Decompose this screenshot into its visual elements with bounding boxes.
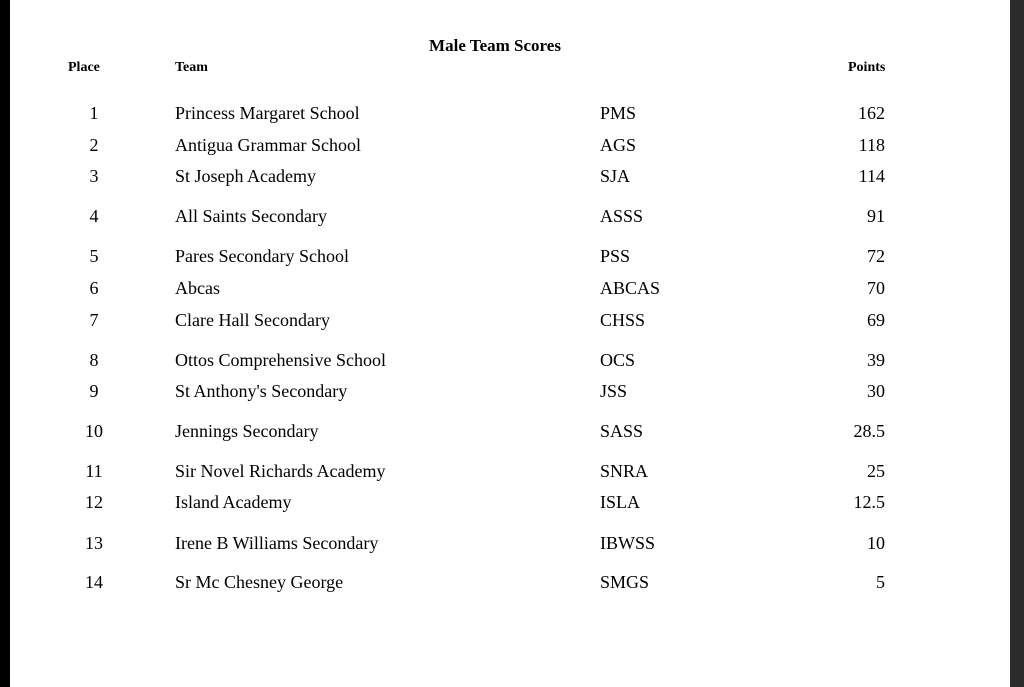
points-cell: 10: [867, 533, 885, 553]
points-cell: 72: [867, 246, 885, 266]
table-row: [10, 490, 1010, 514]
place-cell: 2: [89, 135, 99, 155]
points-cell: 118: [858, 135, 885, 155]
table-row: [10, 419, 1010, 443]
abbreviation-cell: SNRA: [600, 461, 649, 481]
team-cell: All Saints Secondary: [175, 206, 327, 226]
team-cell: St Joseph Academy: [175, 166, 316, 186]
place-cell: 3: [89, 166, 99, 186]
abbreviation-cell: AGS: [600, 135, 637, 155]
place-cell: 11: [85, 461, 103, 481]
place-cell: 5: [89, 246, 99, 266]
team-cell: Abcas: [175, 278, 220, 298]
abbreviation-cell: ASSS: [600, 206, 644, 226]
points-cell: 12.5: [853, 492, 885, 512]
document-page: [10, 0, 1010, 687]
place-cell: 6: [89, 278, 99, 298]
points-cell: 114: [858, 166, 885, 186]
team-cell: Ottos Comprehensive School: [175, 350, 386, 370]
abbreviation-cell: CHSS: [600, 310, 646, 330]
team-cell: Pares Secondary School: [175, 246, 349, 266]
table-row: [10, 164, 1010, 188]
page-title: Male Team Scores: [429, 36, 561, 55]
points-cell: 69: [867, 310, 885, 330]
team-cell: Antigua Grammar School: [175, 135, 361, 155]
place-cell: 1: [89, 103, 99, 123]
table-row: [10, 276, 1010, 300]
place-cell: 4: [89, 206, 99, 226]
table-row: [10, 204, 1010, 228]
place-cell: 13: [85, 533, 103, 553]
table-row: [10, 459, 1010, 483]
place-cell: 7: [89, 310, 99, 330]
abbreviation-cell: SJA: [600, 166, 631, 186]
table-row: [10, 379, 1010, 403]
points-cell: 70: [867, 278, 885, 298]
abbreviation-cell: IBWSS: [600, 533, 656, 553]
team-cell: Princess Margaret School: [175, 103, 360, 123]
table-row: [10, 133, 1010, 157]
points-cell: 5: [876, 572, 885, 592]
place-cell: 12: [85, 492, 103, 512]
table-row: [10, 570, 1010, 594]
abbreviation-cell: SASS: [600, 421, 644, 441]
team-cell: Clare Hall Secondary: [175, 310, 330, 330]
points-cell: 91: [867, 206, 885, 226]
abbreviation-cell: ABCAS: [600, 278, 661, 298]
abbreviation-cell: SMGS: [600, 572, 650, 592]
table-row: [10, 531, 1010, 555]
team-cell: Sir Novel Richards Academy: [175, 461, 386, 481]
window-edge-shadow: [1010, 0, 1024, 687]
table-row: [10, 244, 1010, 268]
team-cell: Sr Mc Chesney George: [175, 572, 344, 592]
abbreviation-cell: PSS: [600, 246, 631, 266]
place-cell: 9: [89, 381, 99, 401]
column-header-team: Team: [175, 60, 208, 75]
team-cell: Island Academy: [175, 492, 292, 512]
points-cell: 162: [858, 103, 885, 123]
table-row: [10, 308, 1010, 332]
points-cell: 39: [867, 350, 885, 370]
abbreviation-cell: JSS: [600, 381, 628, 401]
points-cell: 30: [867, 381, 885, 401]
abbreviation-cell: ISLA: [600, 492, 640, 512]
place-cell: 8: [89, 350, 99, 370]
team-cell: St Anthony's Secondary: [175, 381, 348, 401]
column-header-points: Points: [848, 60, 886, 75]
points-cell: 25: [867, 461, 885, 481]
place-cell: 14: [85, 572, 103, 592]
team-cell: Jennings Secondary: [175, 421, 319, 441]
team-cell: Irene B Williams Secondary: [175, 533, 379, 553]
abbreviation-cell: OCS: [600, 350, 636, 370]
points-cell: 28.5: [853, 421, 885, 441]
place-cell: 10: [85, 421, 103, 441]
abbreviation-cell: PMS: [600, 103, 637, 123]
column-header-place: Place: [68, 60, 100, 75]
table-row: [10, 348, 1010, 372]
table-row: [10, 101, 1010, 125]
